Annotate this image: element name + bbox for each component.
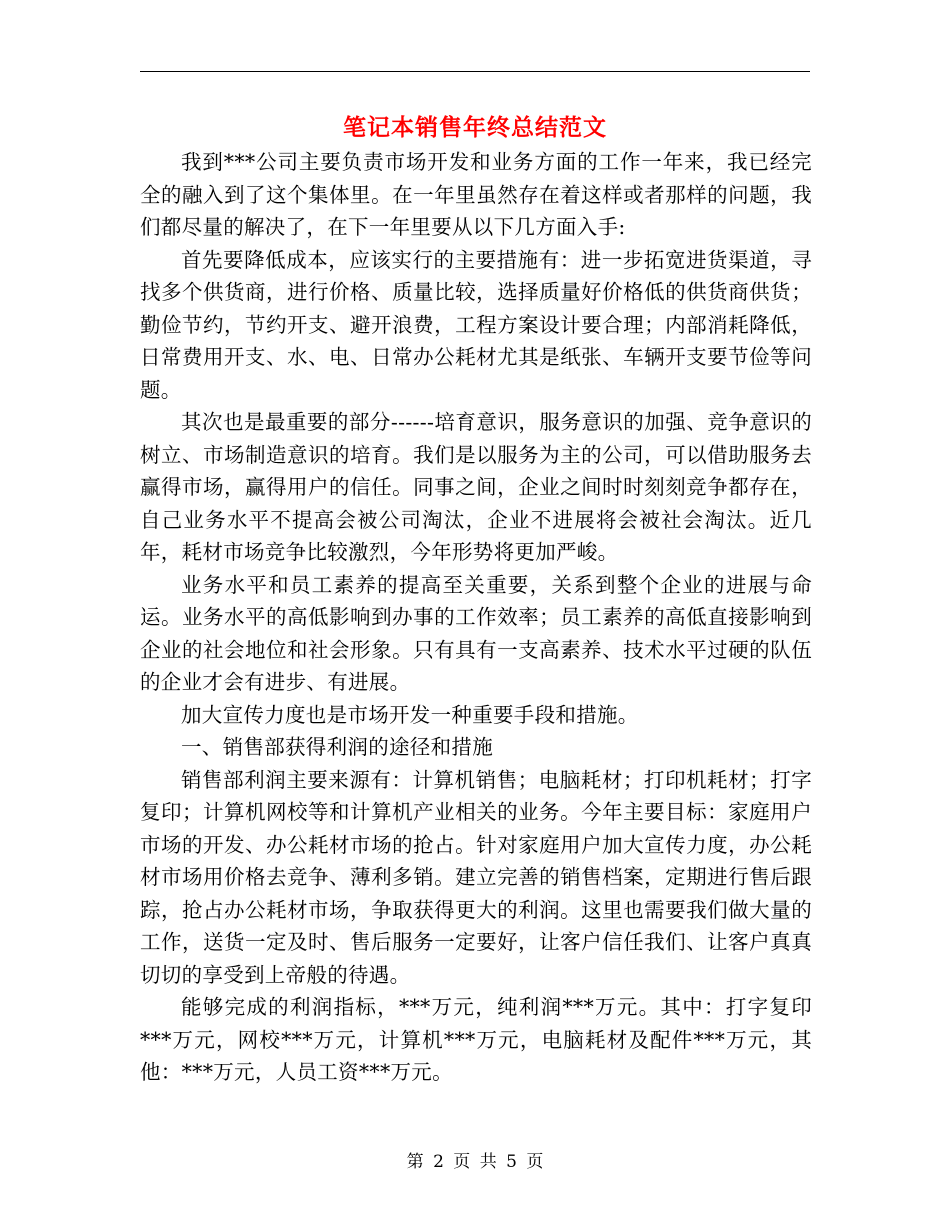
header-rule [140, 71, 810, 72]
paragraph-profit-sources: 销售部利润主要来源有：计算机销售；电脑耗材；打印机耗材；打字复印；计算机网校等和计算机产业相关的业务。今年主要目标：家庭用户市场的开发、办公耗材市场的抢占。针对家庭用户加大宣传力度，办公耗材市场用价格去竞争、薄利多销。建立完善的销售档案，定期进行售后跟踪，抢占办公耗材市场，争取获得更大的利润。这里也需要我们做大量的工作，送货一定及时、售后服务一定要好，让客户信任我们、让客户真真切切的享受到上帝般的待遇。 [140, 767, 812, 987]
document-title: 笔记本销售年终总结范文 [343, 114, 607, 141]
paragraph-intro: 我到***公司主要负责市场开发和业务方面的工作一年来，我已经完全的融入到了这个集体里。在一年里虽然存在着这样或者那样的问题，我们都尽量的解决了，在下一年里要从以下几方面入手: [140, 150, 812, 239]
section-heading-profit: 一、销售部获得利润的途径和措施 [181, 735, 493, 759]
paragraph-cost-reduction: 首先要降低成本，应该实行的主要措施有：进一步拓宽进货渠道，寻找多个供货商，进行价格、质量比较，选择质量好价格低的供货商供货；勤俭节约，节约开支、避开浪费，工程方案设计要合理；内部消耗降低，日常费用开支、水、电、日常办公耗材尤其是纸张、车辆开支要节俭等问题。 [140, 247, 812, 402]
page-number-footer: 第 2 页 共 5 页 [406, 1152, 544, 1172]
document-body [140, 146, 812, 1089]
paragraph-service-awareness: 其次也是最重要的部分------培育意识，服务意识的加强、竞争意识的树立、市场制造意识的培育。我们是以服务为主的公司，可以借助服务去赢得市场，赢得用户的信任。同事之间，企业之间时时刻刻竞争都存在，自己业务水平不提高会被公司淘汰，企业不进展将会被社会淘汰。近几年，耗材市场竞争比较激烈，今年形势将更加严峻。 [140, 410, 812, 564]
paragraph-staff-quality: 业务水平和员工素养的提高至关重要，关系到整个企业的进展与命运。业务水平的高低影响到办事的工作效率；员工素养的高低直接影响到企业的社会地位和社会形象。只有具有一支高素养、技术水平过硬的队伍的企业才会有进步、有进展。 [140, 572, 812, 694]
paragraph-publicity: 加大宣传力度也是市场开发一种重要手段和措施。 [181, 702, 639, 727]
paragraph-profit-targets: 能够完成的利润指标，***万元，纯利润***万元。其中：打字复印***万元，网校***万元，计算机***万元，电脑耗材及配件***万元，其他：***万元，人员工资***万元。 [140, 995, 812, 1084]
